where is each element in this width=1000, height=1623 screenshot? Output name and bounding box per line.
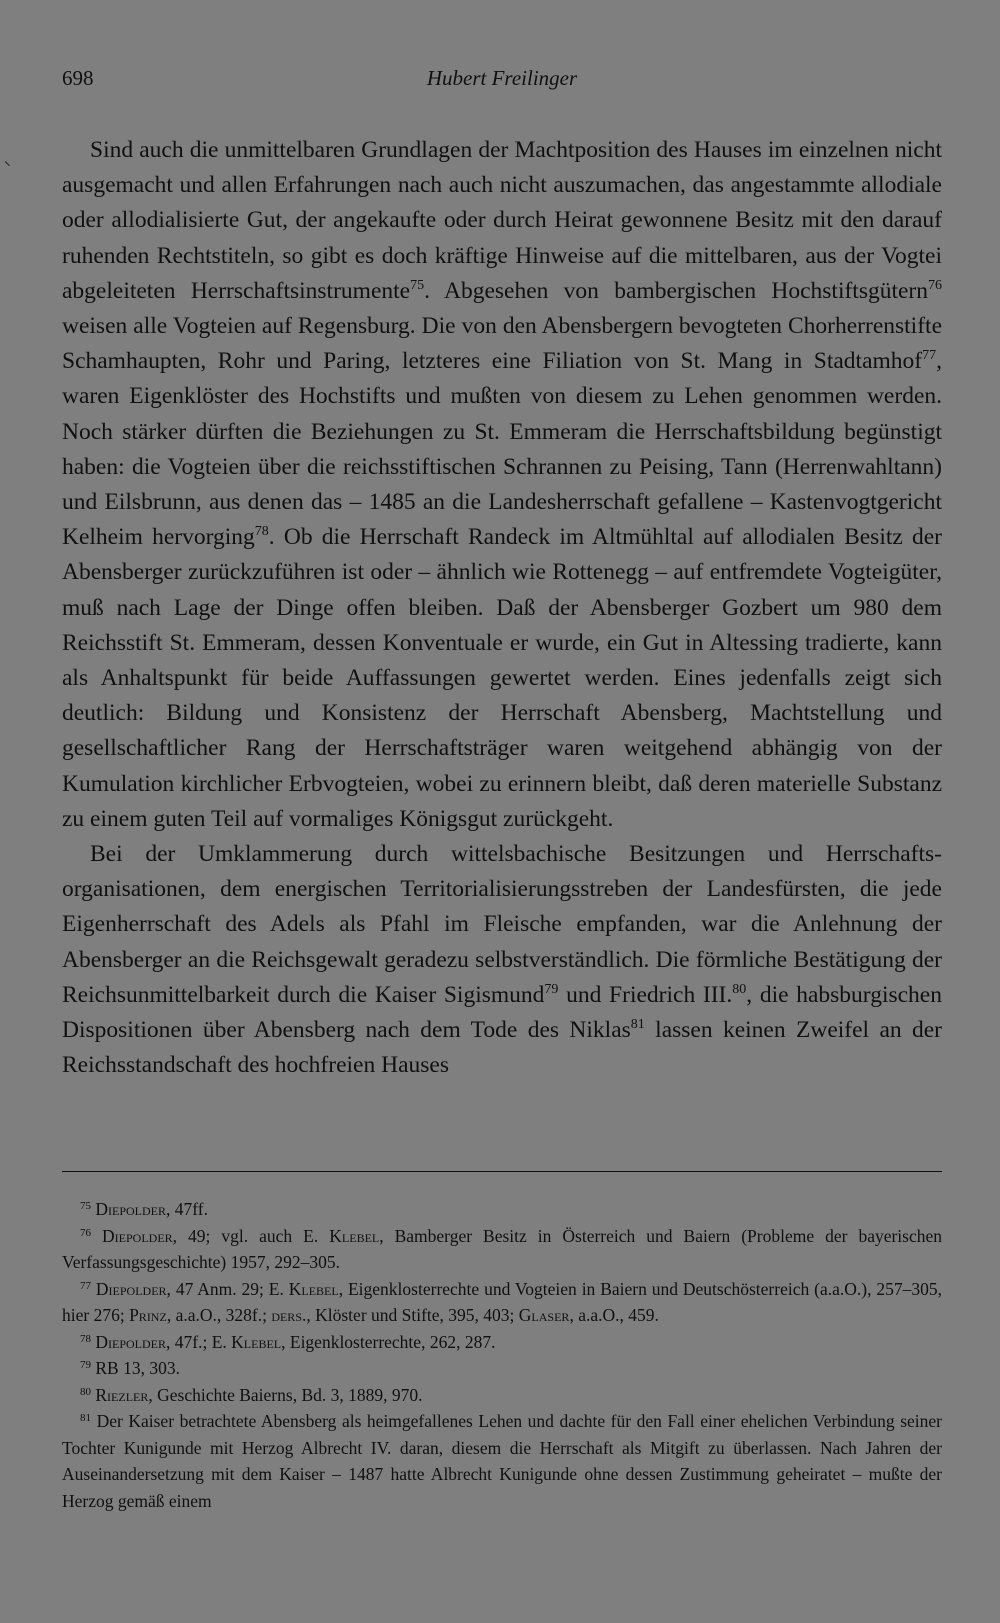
footnote-77	[62, 1276, 942, 1329]
body-text	[62, 133, 942, 1083]
footnote-separator	[62, 1171, 942, 1172]
paragraph-2	[62, 837, 942, 1083]
footnote-81	[62, 1408, 942, 1514]
footnote-number: 78	[80, 1332, 91, 1345]
footnote-number: 76	[80, 1226, 91, 1239]
stray-mark	[4, 161, 10, 167]
text-run: , waren Eigenklöster des Hochstifts und mußten von diesem zu Lehen genommen werden. Noch stärker dürften die Beziehungen zu St. Emmeram die Herrschaftsbildung begünstigt haben: die Vogteien über die reichsstiftischen Schrannen zu Peising, Tann (Herrenwahltann) und Eilsbrunn, aus denen das – 1485 an die Landesherrschaft gefallene – Kastenvogtgericht Kelheim hervorging	[62, 348, 942, 551]
footnotes	[62, 1196, 942, 1514]
footnote-ref-78[interactable]: 78	[254, 524, 269, 540]
footnote-ref-76[interactable]: 76	[928, 277, 943, 293]
text-run: , die habsburgischen Dispositionen über Abensberg nach dem Tode des Niklas	[62, 981, 942, 1044]
footnote-ref-80[interactable]: 80	[732, 981, 747, 997]
footnote-text: , 47 Anm. 29; E.	[166, 1278, 289, 1299]
footnote-text: , Eigenklosterrechte, 262, 287.	[281, 1331, 496, 1352]
footnote-number: 81	[80, 1412, 91, 1424]
text-run: lassen keinen Zweifel an der Reichsstandschaft des hochfreien Hauses	[62, 1017, 943, 1079]
footnote-text: , Bamberger Besitz in Österreich und Baiern (Probleme der bayerischen Verfassungsgeschichte) 1957, 292–305.	[62, 1225, 943, 1272]
footnote-79	[62, 1355, 942, 1382]
page-header	[62, 66, 942, 100]
author-name: Riezler	[95, 1384, 149, 1405]
footnote-ref-77[interactable]: 77	[922, 348, 937, 364]
text-run: und Friedrich III.	[558, 981, 733, 1008]
author-name: Klebel	[231, 1331, 282, 1352]
footnote-number: 79	[80, 1359, 91, 1371]
author-name: Diepolder	[102, 1225, 173, 1246]
footnote-78	[62, 1329, 942, 1356]
footnote-text: , a.a.O., 459.	[569, 1305, 659, 1325]
footnote-number: 80	[80, 1385, 91, 1398]
text-run: Sind auch die unmittelbaren Grundlagen der Machtposition des Hauses im einzelnen nicht ausgemacht und allen Erfahrungen nach auch nicht auszumachen, das angestammte allodiale oder allodialisierte Gut, der angekaufte oder durch Heirat gewonnene Besitz mit den darauf ruhenden Rechtstiteln, so gibt es doch kräftige Hinweise auf die mittelbaren, aus der Vogtei abgeleiteten Herrschaftsinstrumente	[62, 137, 942, 304]
footnote-ref-79[interactable]: 79	[544, 981, 559, 997]
footnote-text: RB 13, 303.	[95, 1358, 180, 1378]
footnote-text: , a.a.O., 328f.;	[166, 1305, 272, 1325]
text-run: . Abgesehen von bambergischen Hochstiftsgütern	[424, 277, 929, 304]
text-run: weisen alle Vogteien auf Regensburg. Die von den Abensbergern bevogteten Chorherrenstifte Schamhaupten, Rohr und Paring, letzteres eine Filiation von St. Mang in Stadtamhof	[62, 313, 942, 375]
author-name: Klebel	[329, 1225, 380, 1246]
footnote-number: 77	[80, 1279, 91, 1292]
author-name: Glaser	[518, 1305, 570, 1325]
text-run: Bei der Umklammerung durch wittelsbachische Besitzungen und Herrschaftsorganisationen, dem energischen Territorialisierungsstreben der Landesfürsten, die jede Eigenherrschaft des Adels als Pfahl im Fleische empfanden, war die Anlehnung der Abensberger an die Reichsgewalt geradezu selbstverständlich. Die förmliche Bestätigung der Reichsunmittelbarkeit durch die Kaiser Sigismund	[62, 841, 942, 1008]
footnote-text: , 47f.; E.	[166, 1331, 232, 1352]
footnote-text: , 49; vgl. auch E.	[172, 1225, 330, 1246]
text-run: . Ob die Herrschaft Randeck im Altmühltal auf allodialen Besitz der Abensberger zurückzuführen ist oder – ähnlich wie Rottenegg – auf entfremdete Vogteigüter, muß nach Lage der Dinge offen bleiben. Daß der Abensberger Gozbert um 980 dem Reichsstift St. Emmeram, dessen Konventuale er wurde, ein Gut in Altessing tradierte, kann als Anhaltspunkt für beide Auffassungen gewertet werden. Eines jedenfalls zeigt sich deutlich: Bildung und Konsistenz der Herrschaft Abensberg, Machtstellung und gesellschaftlicher Rang der Herrschaftsträger waren weitgehend abhängig von der Kumulation kirchlicher Erbvogteien, wobei zu erinnern bleibt, daß deren materielle Substanz zu einem guten Teil auf vormaliges Königsgut zurückgeht.	[62, 524, 943, 832]
running-head: Hubert Freilinger	[426, 66, 578, 90]
author-name: Diepolder	[95, 1331, 167, 1352]
footnote-80	[62, 1382, 942, 1409]
paragraph-1	[62, 133, 942, 837]
author-name: Prinz	[129, 1305, 167, 1325]
footnote-ref-81[interactable]: 81	[630, 1017, 645, 1033]
footnote-text: , Eigenklosterrechte und Vogteien in Baiern und Deutschösterreich (a.a.O.), 257–305, hier 276;	[62, 1278, 942, 1325]
footnote-text: , 47ff.	[166, 1199, 208, 1219]
author-name: Klebel	[288, 1278, 339, 1299]
author-name: Diepolder	[95, 1278, 167, 1299]
page-number: 698	[62, 66, 94, 90]
footnote-text: , Geschichte Baierns, Bd. 3, 1889, 970.	[148, 1384, 423, 1405]
footnote-75	[62, 1196, 942, 1223]
footnote-text: , Klöster und Stifte, 395, 403;	[306, 1305, 519, 1325]
footnote-text: Der Kaiser betrachtete Abensberg als heimgefallenes Lehen und dachte für den Fall einer ehelichen Verbindung seiner Tochter Kunigunde mit Herzog Albrecht IV. daran, diesem die Herrschaft als Mitgift zu überlassen. Nach Jahren der Auseinandersetzung mit dem Kaiser – 1487 hatte Albrecht Kunigunde ohne dessen Zustimmung geheiratet – mußte der Herzog gemäß einem	[62, 1411, 943, 1511]
footnote-number: 75	[80, 1200, 91, 1212]
footnote-ref-75[interactable]: 75	[410, 277, 425, 293]
footnote-76	[62, 1223, 942, 1276]
author-name: ders.	[271, 1305, 307, 1325]
author-name: Diepolder	[95, 1199, 167, 1219]
